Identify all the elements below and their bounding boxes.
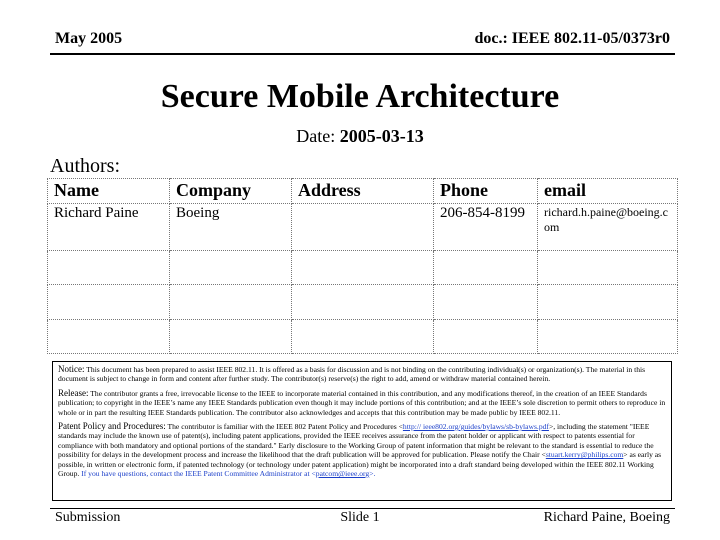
cell-phone: 206-854-8199 xyxy=(434,204,538,251)
patent-text-end: >. xyxy=(369,469,376,479)
cell-address xyxy=(292,204,434,251)
footer-author: Richard Paine, Boeing xyxy=(543,510,670,525)
header-date: May 2005 xyxy=(55,30,123,47)
email-text: richard.h.paine@boeing.com xyxy=(544,205,669,234)
release-paragraph xyxy=(58,389,666,417)
patent-policy-link[interactable]: http:// ieee802.org/guides/bylaws/sb-bylaws.pdf xyxy=(402,422,549,432)
table-row xyxy=(48,285,678,319)
patent-text-1: The contributor is familiar with the IEEE 802 Patent Policy and Procedures < xyxy=(165,422,403,432)
patent-text-blue: If you have questions, contact the IEEE Patent Committee Administrator at < xyxy=(81,469,316,479)
date-label: Date: xyxy=(296,126,336,146)
release-text: The contributor grants a free, irrevocable license to the IEEE to incorporate material contained in this contribution, and any modifications thereof, in the creation of an IEEE Standards publication; to copyright in the IEEE’s name any IEEE Standards publication even though it may include portions of this contribution; and at the IEEE’s sole discretion to permit others to reproduce in whole or in part the resulting IEEE Standards publication. The contributor also acknowledges and accepts that this contribution may be made public by IEEE 802.11. xyxy=(58,388,666,417)
table-row xyxy=(48,251,678,285)
slide-title: Secure Mobile Architecture xyxy=(160,78,560,115)
table-row xyxy=(48,319,678,353)
col-header-address: Address xyxy=(292,179,434,204)
patent-text-2: >, including the statement "IEEE standards may include the known use of patent(s), including patent applications, provided the IEEE receives assurance from the patent holder or applicant with respect to patents essential for compliance with both mandatory and optional portions of the standard." Early disclosure to the Working Group of patent information that might be relevant to the standard is essential to reduce the possibility for delays in the development process and increase the likelihood that the draft publication will be approved for publication. Please notify the Chair < xyxy=(58,422,654,460)
col-header-email: email xyxy=(538,179,678,204)
admin-email-link[interactable]: patcom@ieee.org xyxy=(315,469,370,479)
chair-email-link[interactable]: stuart.kerry@philips.com xyxy=(545,450,624,460)
notice-lead: Notice: xyxy=(58,364,85,374)
patent-text-3: > as early as possible, in written or electronic form, if patented technology (or technology under patent application) might be incorporated into a draft standard being developed within the IEEE 802.11 Working Group. xyxy=(58,450,662,479)
header-rule xyxy=(50,53,675,55)
release-lead: Release: xyxy=(58,387,89,398)
authors-label: Authors: xyxy=(50,155,120,177)
patent-paragraph xyxy=(58,422,666,478)
cell-company: Boeing xyxy=(170,204,292,251)
col-header-name: Name xyxy=(48,179,170,204)
cell-email xyxy=(538,204,678,251)
notice-paragraph xyxy=(58,365,666,384)
table-header-row xyxy=(48,179,678,204)
date-line xyxy=(0,126,720,147)
header-doc-id: doc.: IEEE 802.11-05/0373r0 xyxy=(474,30,670,47)
date-value: 2005-03-13 xyxy=(339,126,424,146)
footer-slide-number: Slide 1 xyxy=(340,510,380,525)
footer-rule xyxy=(50,508,675,509)
footer-submission: Submission xyxy=(55,510,121,525)
table-row xyxy=(48,204,678,251)
col-header-company: Company xyxy=(170,179,292,204)
cell-name: Richard Paine xyxy=(48,204,170,251)
authors-table xyxy=(47,178,678,354)
notice-box xyxy=(52,361,672,501)
col-header-phone: Phone xyxy=(434,179,538,204)
notice-text: This document has been prepared to assist IEEE 802.11. It is offered as a basis for discussion and is not binding on the contributing individual(s) or organization(s). The material in this document is subject to change in form and content after further study. The contributor(s) reserve(s) the right to add, amend or withdraw material contained herein. xyxy=(58,365,646,384)
patent-lead: Patent Policy and Procedures: xyxy=(58,421,166,432)
